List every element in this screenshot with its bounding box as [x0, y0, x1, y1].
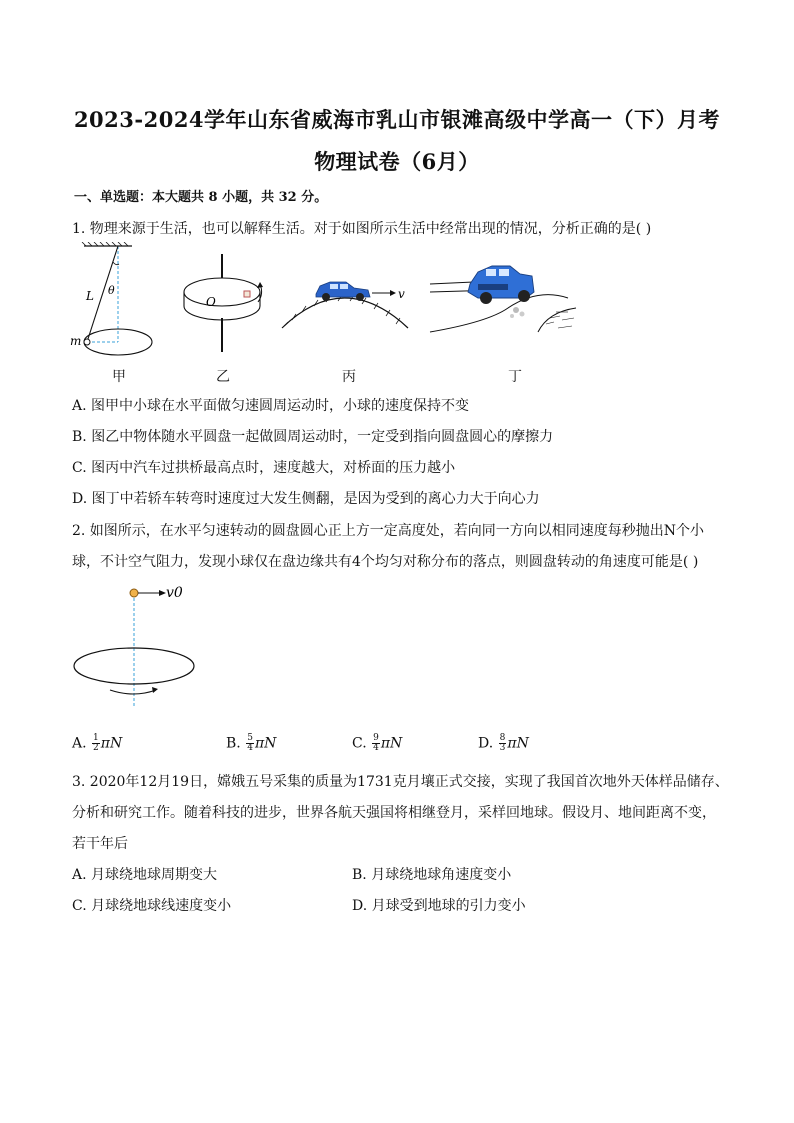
q1-figure-pendulum	[66, 242, 162, 362]
q3-stem-line-2: 分析和研究工作。随着科技的进步，世界各航天强国将相继登月，采样回地球。假设月、地间距离不变，	[72, 805, 716, 821]
label-m: m	[70, 334, 82, 348]
q2-figure-disc-ball	[70, 578, 200, 710]
q1-stem: 1. 物理来源于生活，也可以解释生活。对于如图所示生活中经常出现的情况，分析正确的是( )	[72, 221, 652, 237]
q2-option-a: A. $\frac{1}{2}$ πN	[72, 733, 123, 753]
label-v: v	[398, 287, 405, 301]
label-theta: θ	[108, 284, 115, 297]
q1-figure-rotating-disc	[178, 254, 270, 354]
q1-figure-car-turning	[428, 262, 578, 338]
q1-option-a: A. 图甲中小球在水平面做匀速圆周运动时，小球的速度保持不变	[72, 398, 470, 414]
q1-option-d: D. 图丁中若轿车转弯时速度过大发生侧翻，是因为受到的离心力大于向心力	[72, 491, 540, 507]
q1-option-b: B. 图乙中物体随水平圆盘一起做圆周运动时，一定受到指向圆盘圆心的摩擦力	[72, 429, 554, 445]
exam-title-line-1: 2023-2024学年山东省威海市乳山市银滩高级中学高一（下）月考	[73, 107, 721, 132]
q2-stem-line-1: 2. 如图所示，在水平匀速转动的圆盘圆心正上方一定高度处，若向同一方向以相同速度每秒抛出N个小	[72, 523, 705, 539]
label-L: L	[86, 289, 94, 303]
q3-option-a: A. 月球绕地球周期变大	[72, 867, 218, 883]
q3-stem-line-3: 若干年后	[72, 836, 128, 852]
q3-option-c: C. 月球绕地球线速度变小	[72, 898, 232, 914]
q1-option-c: C. 图丙中汽车过拱桥最高点时，速度越大，对桥面的压力越小	[72, 460, 456, 476]
q2-stem-line-2: 球，不计空气阻力，发现小球仅在盘边缘共有4个均匀对称分布的落点，则圆盘转动的角速度可能是( )	[72, 554, 699, 570]
q3-option-b: B. 月球绕地球角速度变小	[352, 867, 512, 883]
caption-yi: 乙	[216, 369, 230, 385]
q3-option-d: D. 月球受到地球的引力变小	[352, 898, 526, 914]
exam-title-line-2: 物理试卷（6月）	[314, 149, 480, 174]
q3-stem-line-1: 3. 2020年12月19日，嫦娥五号采集的质量为1731克月壤正式交接，实现了我国首次地外天体样品储存、	[72, 774, 729, 790]
label-v0: v0	[166, 585, 183, 601]
caption-ding: 丁	[508, 369, 522, 385]
q2-option-d: D. $\frac{8}{3}$ πN	[478, 733, 529, 753]
label-O: O	[206, 295, 216, 309]
section-heading: 一、单选题：本大题共 8 小题，共 32 分。	[74, 190, 328, 205]
caption-jia: 甲	[112, 369, 126, 385]
q1-figure-arch-bridge	[280, 276, 410, 336]
q2-option-b: B. $\frac{5}{4}$ πN	[226, 733, 277, 753]
q2-option-c: C. $\frac{9}{4}$ πN	[352, 733, 403, 753]
caption-bing: 丙	[342, 369, 356, 385]
